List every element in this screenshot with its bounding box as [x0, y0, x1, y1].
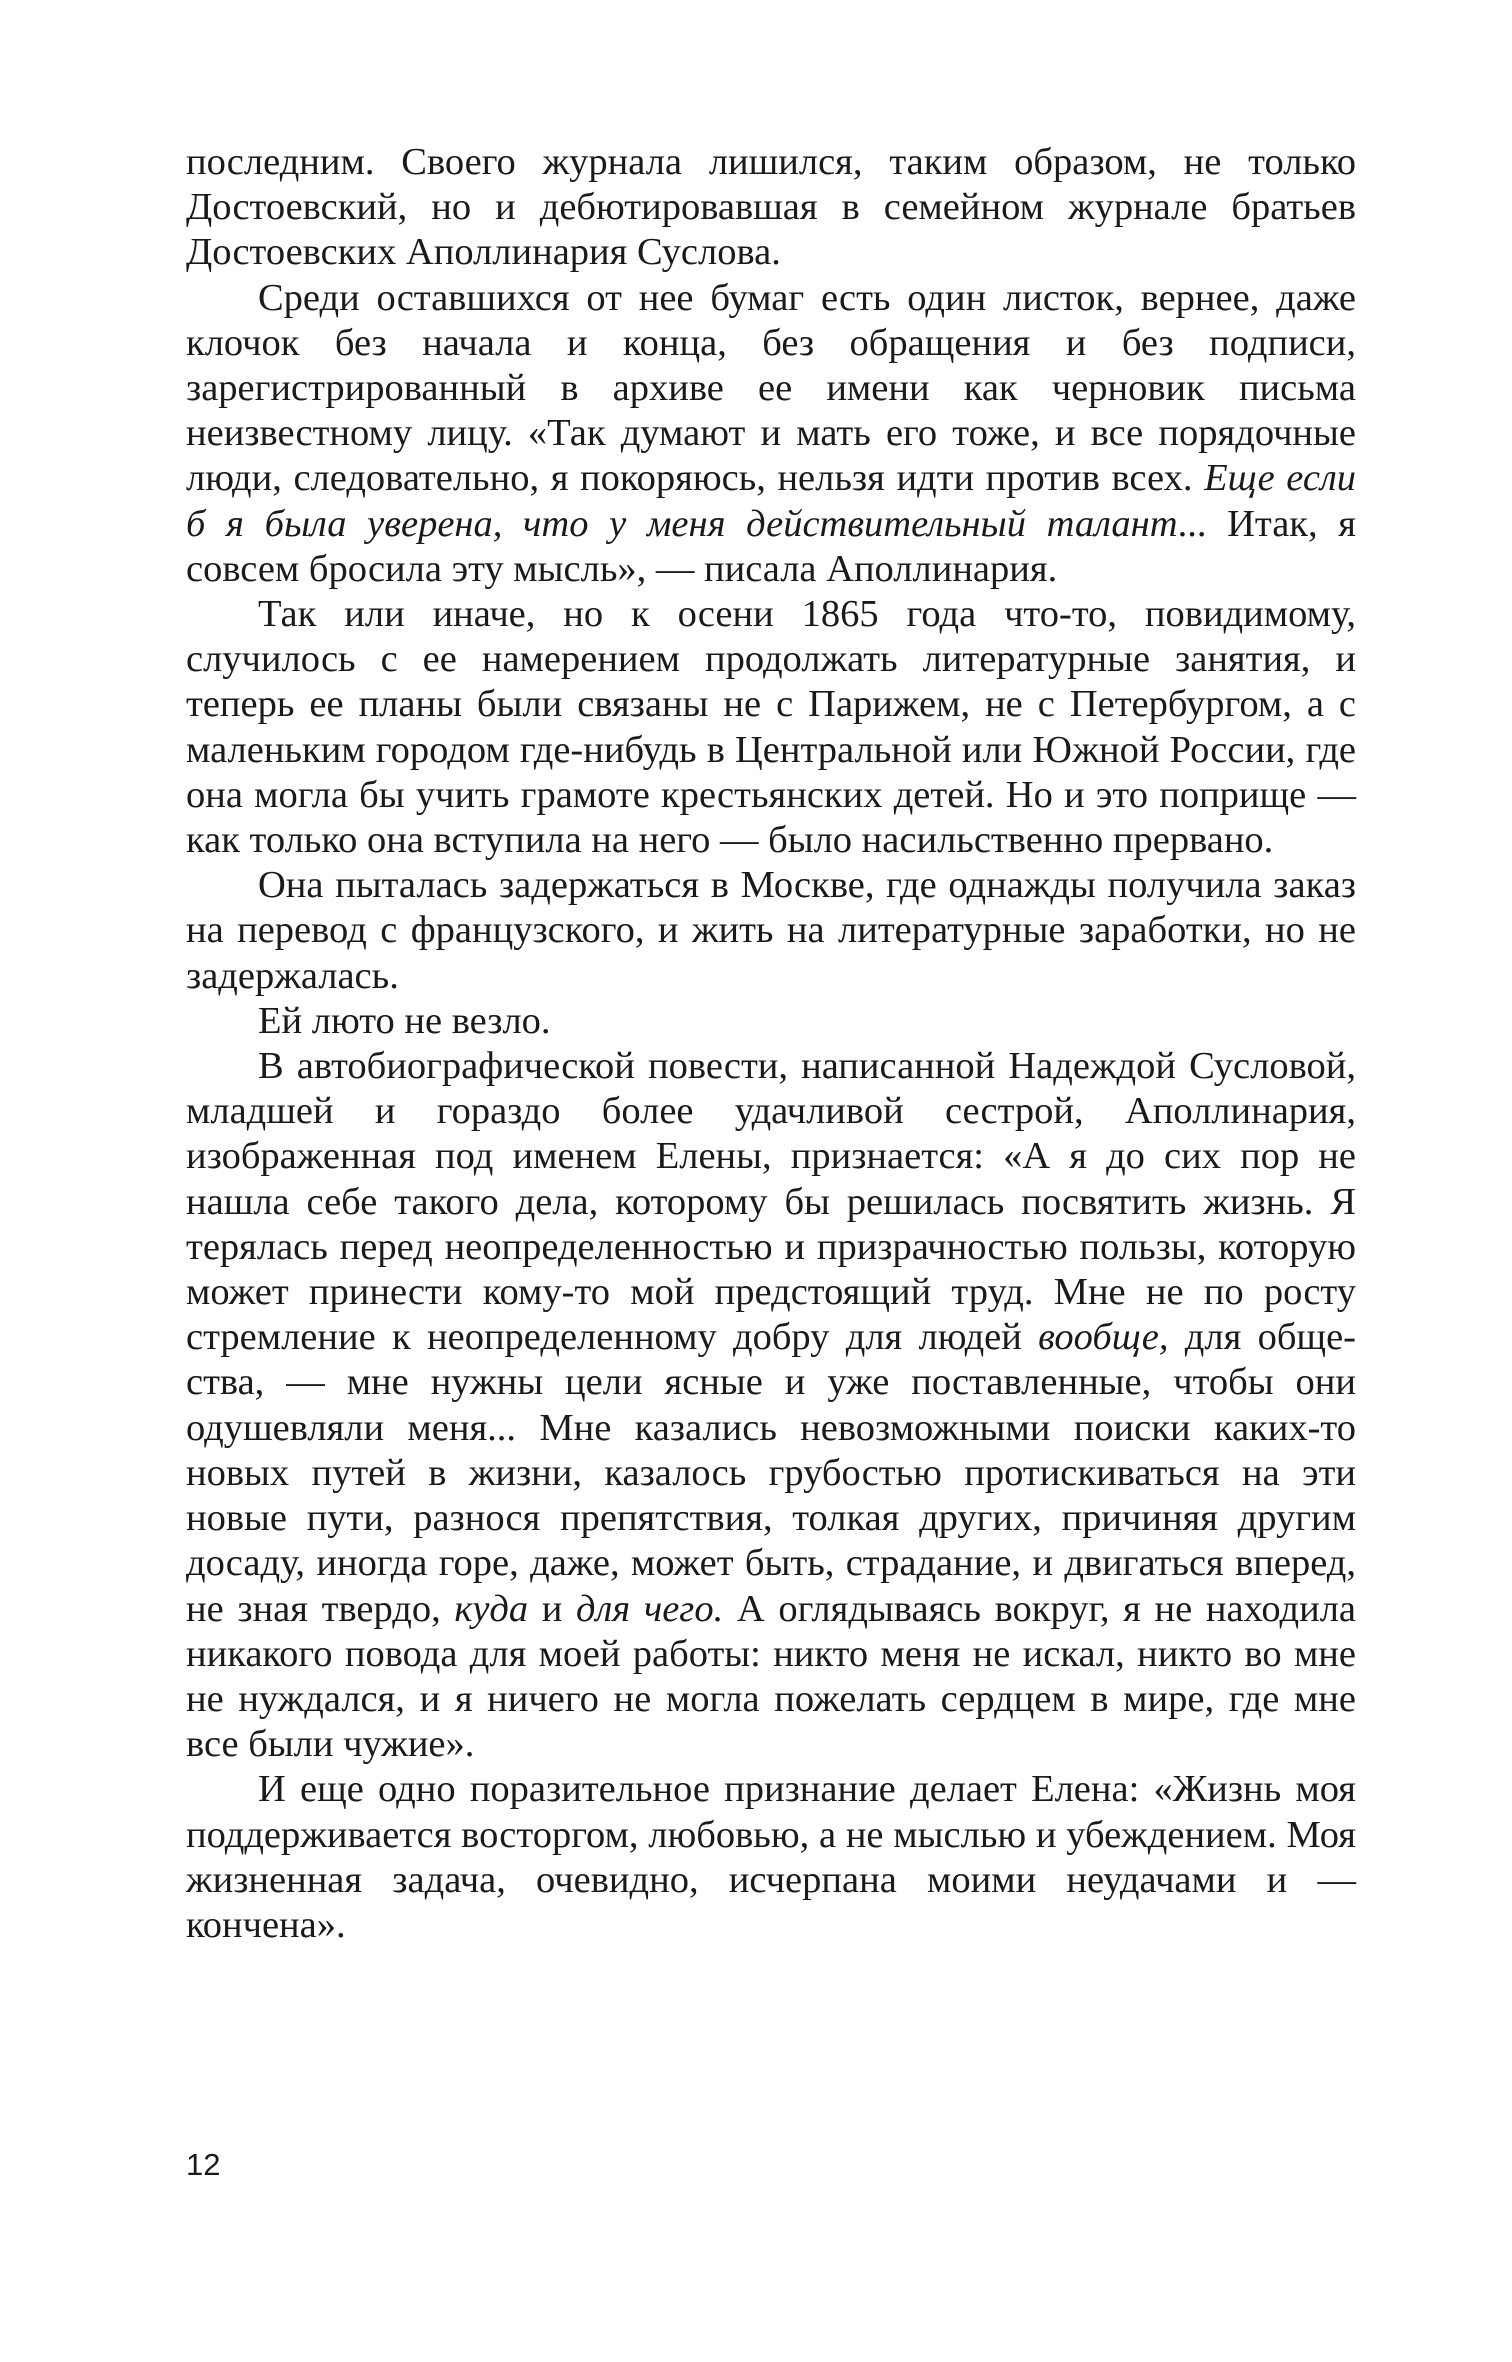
text-run: для общества, — мне нужны цели ясные и уже поставленные, чтобы они одушевляли меня... Мне казались невозможными поиски каких-то новых путей в жизни, казалось грубостью протискиваться на эти новые пути, разнося препятствия, толкая других, причиняя другим досаду, иногда горе, даже, может быть, страдание, и двигаться вперед, не зная твердо,	[186, 1316, 1356, 1630]
paragraph	[186, 1767, 1356, 1948]
text-run: А оглядываясь вокруг, я не находила никакого повода для моей работы: никто меня не искал, никто во мне не нуждался, и я ничего не могла пожелать сердцем в мире, где мне все были чужие».	[186, 1587, 1357, 1766]
text-run: Она пыталась задержаться в Москве, где однажды получила заказ на перевод с французского, и жить на литературные заработки, но не задержалась.	[186, 864, 1356, 997]
text-run: Ей люто не везло.	[258, 999, 551, 1042]
paragraph	[186, 1044, 1356, 1767]
page-text	[186, 140, 1356, 1948]
text-run: Среди оставшихся от нее бумаг есть один листок, вернее, даже клочок без начала и конца, без обращения и без подписи, зарегистрированный в архиве ее имени как черновик письма неизвестному лицу. «Так думают и мать его тоже, и все порядочные люди, следовательно, я покоряюсь, нельзя идти против всех.	[186, 276, 1356, 500]
italic-run: вообще,	[1038, 1316, 1169, 1359]
text-run: ... Итак, я совсем бросила эту мысль», — писала Аполлинария.	[186, 502, 1356, 590]
text-run: И еще одно поразительное признание делает Елена: «Жизнь моя поддерживается восторгом, любовью, а не мыслью и убеждением. Моя жизненная задача, очевидно, исчерпана моими неудачами и — кончена».	[186, 1768, 1356, 1946]
text-run: В автобиографической повести, написанной Надеждой Сусловой, младшей и гораздо более удачливой сестрой, Аполлинария, изображенная под именем Елены, признается: «А я до сих пор не нашла себе такого дела, которому бы решилась посвятить жизнь. Я терялась перед неопределенностью и призрачностью пользы, которую может принести кому-то мой предстоящий труд. Мне не по росту стремление к неопределенному добру для людей	[186, 1045, 1356, 1359]
page-number: 12	[186, 2147, 221, 2182]
paragraph	[186, 140, 1356, 276]
italic-run: Еще если б я была уверена, что у меня действительный талант	[186, 457, 1357, 545]
italic-run: для чего.	[576, 1587, 724, 1630]
italic-run: куда	[454, 1587, 529, 1630]
paragraph	[186, 592, 1356, 863]
paragraph	[186, 999, 1356, 1044]
text-run: и	[528, 1587, 577, 1630]
text-run: Так или иначе, но к осени 1865 года что-то, повидимому, случилось с ее намерением продолжать литературные занятия, и теперь ее планы были связаны не с Парижем, не с Петербургом, а с маленьким городом где-нибудь в Центральной или Южной России, где она могла бы учить грамоте крестьянских детей. Но и это поприще — как только она вступила на него — было насильственно прервано.	[186, 593, 1356, 862]
paragraph	[186, 276, 1356, 592]
paragraph	[186, 863, 1356, 999]
text-run: последним. Своего журнала лишился, таким образом, не только Достоевский, но и дебютировавшая в семейном журнале братьев Достоевских Аполлинария Суслова.	[186, 141, 1356, 274]
